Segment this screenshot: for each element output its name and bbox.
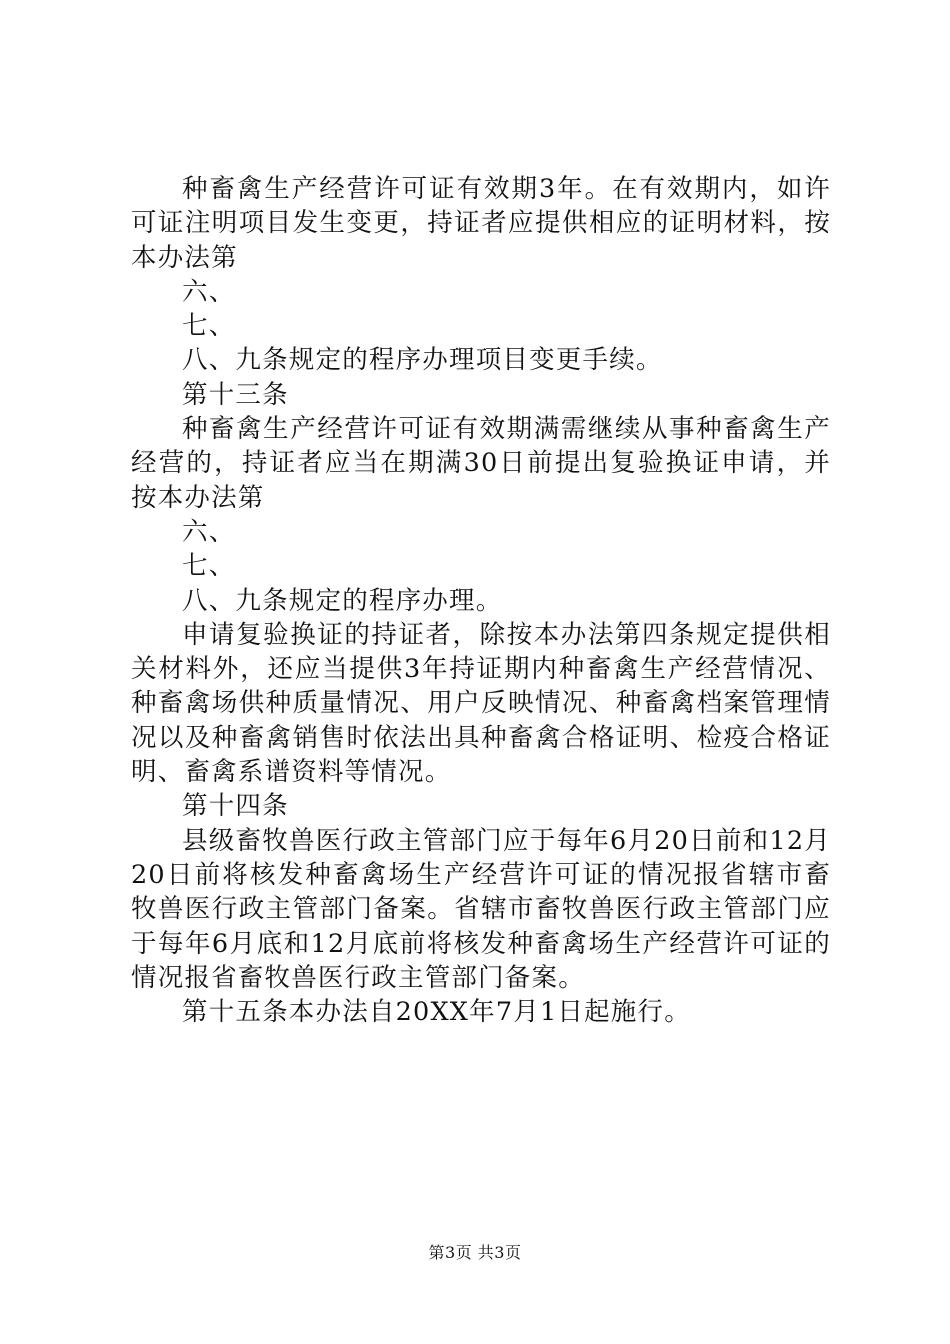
paragraph: 县级畜牧兽医行政主管部门应于每年6月20日前和12月20日前将核发种畜禽场生产经营许可证的情况报省辖市畜牧兽医行政主管部门备案。省辖市畜牧兽医行政主管部门应于每年6月底和12月底前将核发种畜禽场生产经营许可证的情况报省畜牧兽医行政主管部门备案。 (131, 825, 831, 993)
page-footer: 第3页 共3页 (428, 1243, 522, 1262)
article-heading: 第十三条 (182, 379, 289, 410)
paragraph: 七、 (182, 311, 236, 342)
paragraph: 第十五条本办法自20XX年7月1日起施行。 (182, 997, 691, 1028)
paragraph: 七、 (182, 551, 236, 582)
paragraph: 六、 (182, 516, 236, 547)
paragraph: 申请复验换证的持证者，除按本办法第四条规定提供相关材料外，还应当提供3年持证期内种畜禽生产经营情况、种畜禽场供种质量情况、用户反映情况、种畜禽档案管理情况以及种畜禽销售时依法出具种畜禽合格证明、检疫合格证明、畜禽系谱资料等情况。 (131, 619, 831, 788)
document-body (131, 172, 831, 1029)
paragraph: 种畜禽生产经营许可证有效期3年。在有效期内，如许可证注明项目发生变更，持证者应提供相应的证明材料，按本办法第 (131, 174, 831, 273)
paragraph: 种畜禽生产经营许可证有效期满需继续从事种畜禽生产经营的，持证者应当在期满30日前提出复验换证申请，并按本办法第 (131, 414, 831, 513)
article-heading: 第十四条 (182, 791, 289, 822)
paragraph: 八、九条规定的程序办理。 (182, 585, 503, 616)
paragraph: 八、九条规定的程序办理项目变更手续。 (182, 345, 663, 376)
paragraph: 六、 (182, 276, 236, 307)
